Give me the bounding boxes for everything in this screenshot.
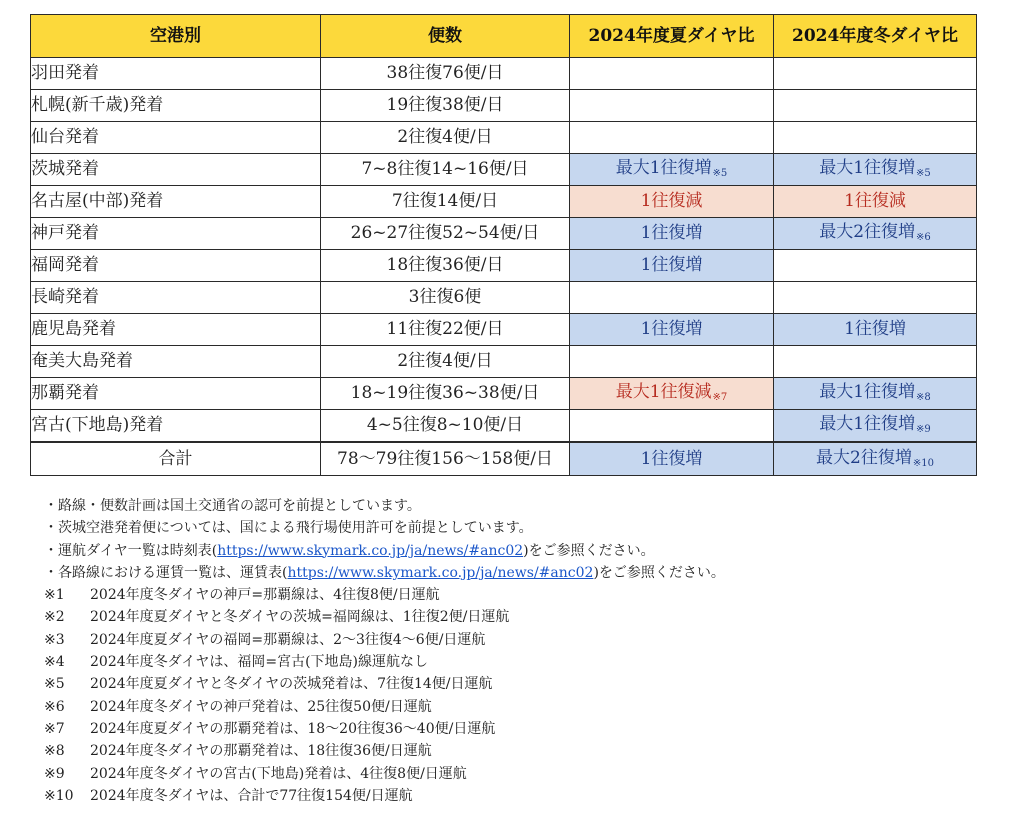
footnote: [44, 584, 1004, 606]
airport-cell: 奄美大島発着: [31, 346, 321, 378]
summer-change: 最大1往復増: [615, 158, 712, 178]
airport-cell: 那覇発着: [31, 378, 321, 410]
footnote: [44, 651, 1004, 673]
summer-note-mark: ※5: [712, 168, 728, 179]
footnote-text: 2024年度夏ダイヤの福岡=那覇線は、2〜3往復4〜6便/日運航: [90, 631, 486, 648]
footnote-text: 2024年度冬ダイヤの宮古(下地島)発着は、4往復8便/日運航: [90, 765, 467, 782]
airport-cell: 茨城発着: [31, 154, 321, 186]
summer-change: 1往復増: [640, 223, 703, 243]
summer-change: 1往復増: [640, 255, 703, 275]
footnote: [44, 606, 1004, 628]
footnote-text: 2024年度夏ダイヤの那覇発着は、18〜20往復36〜40便/日運航: [90, 720, 496, 737]
winter-note-mark: ※6: [916, 232, 931, 243]
footnote-number: ※1: [44, 587, 65, 604]
table-row: [31, 378, 977, 410]
winter-cell: [774, 90, 977, 122]
winter-note-mark: ※9: [916, 424, 931, 435]
header-flights: 便数: [321, 15, 570, 58]
summer-cell: [570, 218, 774, 250]
footnote-text: 2024年度冬ダイヤの神戸発着は、25往復50便/日運航: [90, 698, 432, 715]
footnote-text: 2024年度冬ダイヤは、福岡=宮古(下地島)線運航なし: [90, 654, 429, 671]
footnote-text: 2024年度夏ダイヤと冬ダイヤの茨城発着は、7往復14便/日運航: [90, 676, 493, 693]
total-summer-cell: [570, 442, 774, 476]
total-winter-cell: [774, 442, 977, 476]
airport-cell: 神戸発着: [31, 218, 321, 250]
winter-change: 最大1往復増: [819, 382, 916, 402]
winter-cell: [774, 122, 977, 154]
summer-change: 最大1往復減: [615, 382, 712, 402]
airport-cell: 宮古(下地島)発着: [31, 410, 321, 443]
flights-cell: 38往復76便/日: [321, 58, 570, 90]
footnote-text: 2024年度冬ダイヤの那覇発着は、18往復36便/日運航: [90, 743, 432, 760]
airport-cell: 羽田発着: [31, 58, 321, 90]
footnote: [44, 629, 1004, 651]
total-row: [31, 442, 977, 476]
footnote-number: ※2: [44, 609, 65, 626]
bullet-text: )をご参照ください。: [593, 564, 725, 581]
winter-cell: [774, 410, 977, 443]
total-summer-change: 1往復増: [640, 448, 703, 469]
footnote: [44, 673, 1004, 695]
winter-cell: [774, 154, 977, 186]
bullet-text: ・運航ダイヤ一覧は時刻表(: [44, 542, 218, 559]
header-summer-comparison: 2024年度夏ダイヤ比: [570, 15, 774, 58]
table-row: [31, 218, 977, 250]
table-row: [31, 346, 977, 378]
winter-change: 1往復増: [844, 319, 906, 339]
bullet-text: )をご参照ください。: [523, 542, 655, 559]
winter-cell: [774, 314, 977, 346]
winter-change: 最大1往復増: [819, 414, 916, 434]
table-body: [31, 58, 977, 476]
flights-cell: 11往復22便/日: [321, 314, 570, 346]
table-row: [31, 186, 977, 218]
fare-table-link[interactable]: https://www.skymark.co.jp/ja/news/#anc02: [287, 564, 594, 581]
total-flights: 78〜79往復156〜158便/日: [321, 442, 570, 476]
winter-cell: [774, 378, 977, 410]
summer-note-mark: ※7: [712, 392, 728, 403]
winter-change: 最大2往復増: [819, 222, 916, 242]
winter-change: 1往復減: [844, 191, 906, 211]
table-row: [31, 282, 977, 314]
footnote-number: ※5: [44, 676, 65, 693]
airport-cell: 長崎発着: [31, 282, 321, 314]
winter-cell: [774, 250, 977, 282]
summer-cell: [570, 378, 774, 410]
airport-cell: 名古屋(中部)発着: [31, 186, 321, 218]
summer-cell: [570, 282, 774, 314]
airport-cell: 福岡発着: [31, 250, 321, 282]
footnote: [44, 785, 1004, 807]
summer-cell: [570, 410, 774, 443]
flights-cell: 7~8往復14~16便/日: [321, 154, 570, 186]
table-row: [31, 410, 977, 443]
summer-cell: [570, 314, 774, 346]
winter-cell: [774, 346, 977, 378]
footnote: [44, 696, 1004, 718]
bullet-text: ・各路線における運賃一覧は、運賃表(: [44, 564, 288, 581]
winter-cell: [774, 186, 977, 218]
footnote-text: 2024年度夏ダイヤと冬ダイヤの茨城=福岡線は、1往復2便/日運航: [90, 609, 510, 626]
table-row: [31, 314, 977, 346]
winter-cell: [774, 58, 977, 90]
summer-cell: [570, 154, 774, 186]
winter-cell: [774, 282, 977, 314]
flights-cell: 18~19往復36~38便/日: [321, 378, 570, 410]
flights-cell: 19往復38便/日: [321, 90, 570, 122]
footnote-text: 2024年度冬ダイヤは、合計で77往復154便/日運航: [90, 787, 413, 804]
bullet-note-timetable: [44, 540, 1004, 562]
table-row: [31, 250, 977, 282]
summer-cell: [570, 122, 774, 154]
footnote-number: ※8: [44, 743, 65, 760]
flights-cell: 2往復4便/日: [321, 346, 570, 378]
summer-cell: [570, 186, 774, 218]
summer-change: 1往復増: [640, 319, 703, 339]
summer-cell: [570, 90, 774, 122]
flight-schedule-table: [30, 14, 977, 476]
timetable-link[interactable]: https://www.skymark.co.jp/ja/news/#anc02: [217, 542, 524, 559]
flights-cell: 18往復36便/日: [321, 250, 570, 282]
winter-note-mark: ※8: [916, 392, 931, 403]
notes-section: [44, 495, 1004, 807]
summer-change: 1往復減: [640, 191, 703, 211]
total-label: 合計: [31, 442, 321, 476]
bullet-note: ・茨城空港発着便については、国による飛行場使用許可を前提としています。: [44, 520, 533, 537]
footnote-number: ※4: [44, 654, 65, 671]
flights-cell: 26~27往復52~54便/日: [321, 218, 570, 250]
table-row: [31, 58, 977, 90]
table-row: [31, 90, 977, 122]
footnote-number: ※6: [44, 698, 65, 715]
header-airport: 空港別: [31, 15, 321, 58]
footnote: [44, 763, 1004, 785]
table-header-row: [31, 15, 977, 58]
footnote-text: 2024年度冬ダイヤの神戸=那覇線は、4往復8便/日運航: [90, 587, 440, 604]
flights-cell: 7往復14便/日: [321, 186, 570, 218]
table-row: [31, 122, 977, 154]
footnote-number: ※10: [44, 787, 74, 804]
summer-cell: [570, 346, 774, 378]
flights-cell: 4~5往復8~10便/日: [321, 410, 570, 443]
airport-cell: 札幌(新千歳)発着: [31, 90, 321, 122]
summer-cell: [570, 250, 774, 282]
flights-cell: 3往復6便: [321, 282, 570, 314]
airport-cell: 仙台発着: [31, 122, 321, 154]
table-row: [31, 154, 977, 186]
bullet-note: ・路線・便数計画は国土交通省の認可を前提としています。: [44, 498, 421, 514]
total-winter-change: 最大2往復増: [816, 447, 912, 468]
footnote-number: ※9: [44, 765, 65, 782]
airport-cell: 鹿児島発着: [31, 314, 321, 346]
footnote: [44, 740, 1004, 762]
footnote: [44, 718, 1004, 740]
total-winter-note-mark: ※10: [912, 457, 934, 469]
footnote-number: ※7: [44, 720, 65, 737]
summer-cell: [570, 58, 774, 90]
bullet-note-fares: [44, 562, 1004, 584]
footnote-number: ※3: [44, 631, 65, 648]
winter-change: 最大1往復増: [819, 158, 916, 178]
winter-cell: [774, 218, 977, 250]
flights-cell: 2往復4便/日: [321, 122, 570, 154]
winter-note-mark: ※5: [916, 168, 931, 179]
header-winter-comparison: 2024年度冬ダイヤ比: [774, 15, 977, 58]
